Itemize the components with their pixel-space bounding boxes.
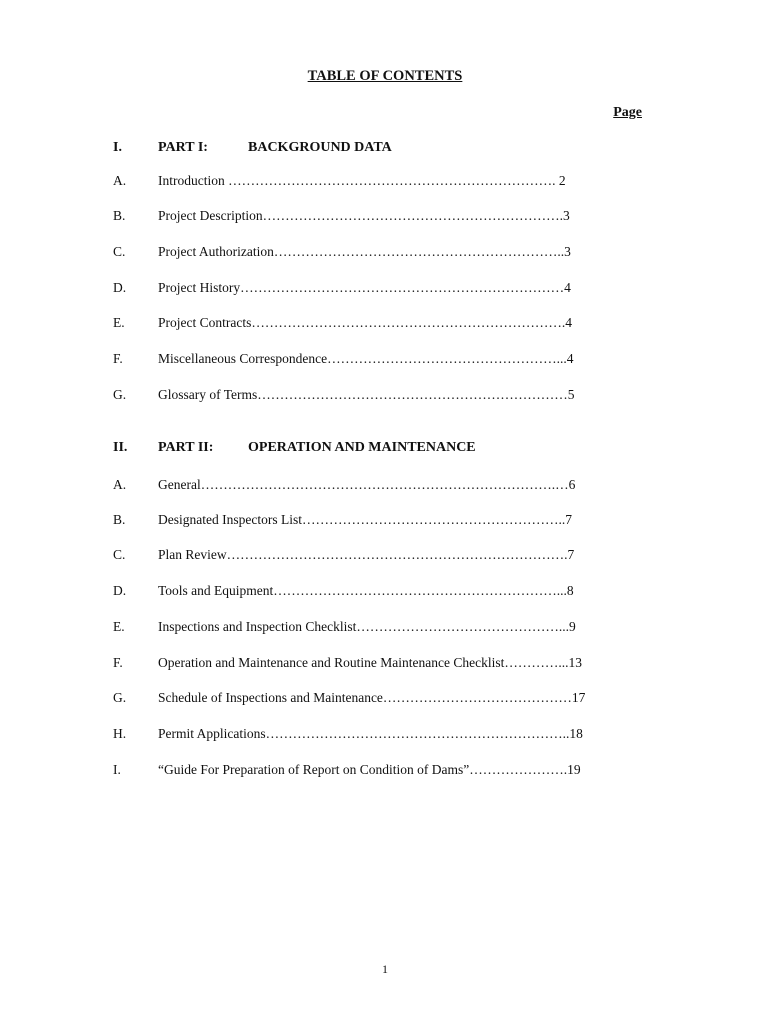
entry-letter: C. [113, 547, 126, 562]
entry-text: Project Description………………………………………………………….3 [158, 208, 570, 223]
entry-text: Inspections and Inspection Checklist………………………………………...9 [158, 619, 576, 634]
part-number: I. [113, 140, 122, 155]
entry-letter: E. [113, 315, 125, 330]
entry-text: Project History………………………………………………………………4 [158, 280, 571, 295]
entry-letter: D. [113, 583, 127, 598]
toc-title: TABLE OF CONTENTS [307, 68, 463, 84]
entry-letter: B. [113, 512, 126, 527]
entry-letter: E. [113, 619, 125, 634]
entry-letter: G. [113, 690, 127, 705]
entry-text: General…………………………………………………………………….…6 [158, 477, 576, 492]
part-number: II. [113, 440, 128, 455]
entry-text: Glossary of Terms……………………………………………………………5 [158, 387, 575, 402]
entry-text: Plan Review………………………………………………………………….7 [158, 547, 575, 562]
entry-letter: H. [113, 726, 127, 741]
entry-letter: I. [113, 762, 121, 777]
entry-text: Permit Applications…………………………………………………………..18 [158, 726, 583, 741]
part-heading-1 [113, 138, 673, 158]
entry-letter: A. [113, 173, 127, 188]
entry-text: Miscellaneous Correspondence……………………………………………...4 [158, 351, 574, 366]
part-title: BACKGROUND DATA [248, 140, 392, 155]
entry-text: Schedule of Inspections and Maintenance……………………………………17 [158, 690, 586, 705]
entry-text: “Guide For Preparation of Report on Condition of Dams”………………….19 [158, 762, 581, 777]
entry-text: Project Contracts…………………………………………………………….4 [158, 315, 572, 330]
entry-letter: G. [113, 387, 127, 402]
entry-text: Designated Inspectors List…………………………………………………..7 [158, 512, 572, 527]
page-column-label: Page [613, 105, 642, 120]
entry-letter: F. [113, 351, 123, 366]
entry-text: Introduction ………………………………………………………………. 2 [158, 173, 566, 188]
entry-letter: D. [113, 280, 127, 295]
entry-letter: F. [113, 655, 123, 670]
part-heading-2 [113, 438, 673, 458]
entry-text: Tools and Equipment………………………………………………………...8 [158, 583, 574, 598]
entry-letter: A. [113, 477, 127, 492]
entry-letter: C. [113, 244, 126, 259]
part-title: OPERATION AND MAINTENANCE [248, 440, 476, 455]
part-label: PART I: [158, 140, 208, 155]
entry-text: Project Authorization………………………………………………………..3 [158, 244, 571, 259]
page-number: 1 [382, 962, 388, 976]
part-label: PART II: [158, 440, 214, 455]
entry-text: Operation and Maintenance and Routine Maintenance Checklist…………...13 [158, 655, 583, 670]
entry-letter: B. [113, 208, 126, 223]
